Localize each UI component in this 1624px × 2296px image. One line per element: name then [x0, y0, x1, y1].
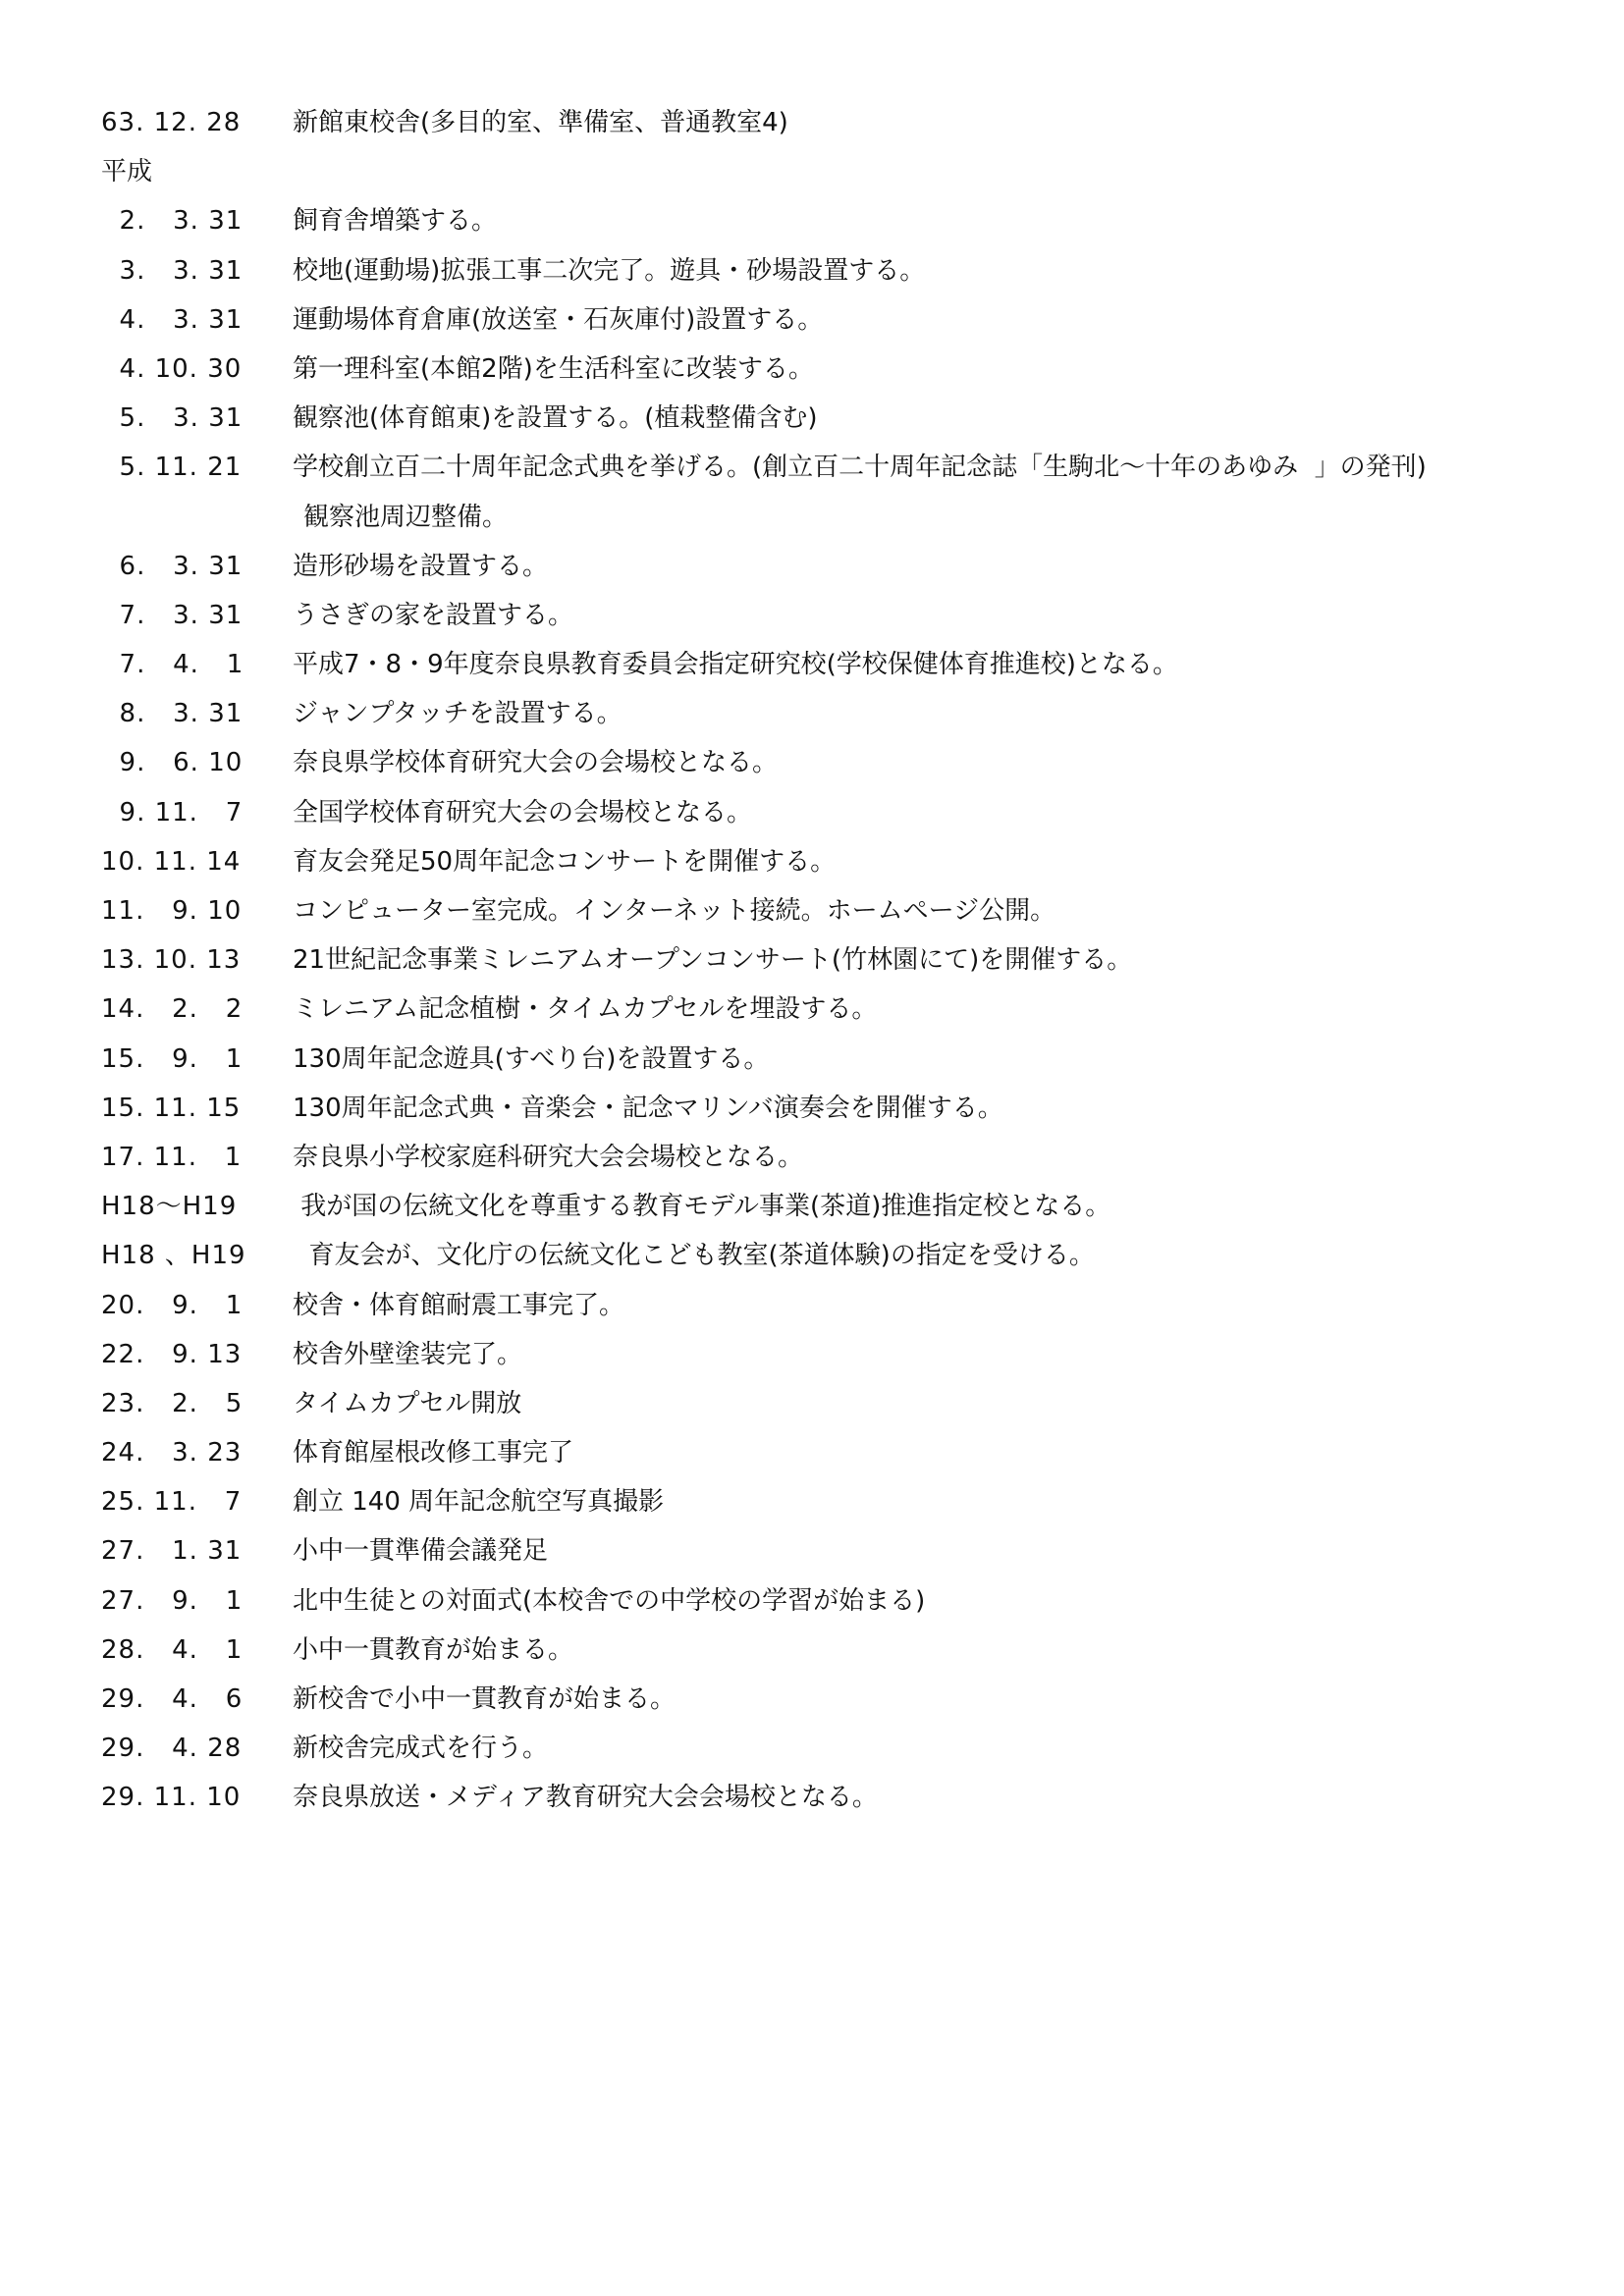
entry-text: 130周年記念式典・音楽会・記念マリンバ演奏会を開催する。	[293, 1093, 1003, 1123]
entry-date: 15. 9. 1	[101, 1043, 244, 1074]
timeline-entry-continuation	[101, 493, 1554, 542]
entry-text: 平成7・8・9年度奈良県教育委員会指定研究校(学校保健体育推進校)となる。	[293, 650, 1178, 680]
entry-date: H18 、H19	[101, 1241, 246, 1271]
entry-date: 4. 10. 30	[101, 353, 243, 384]
timeline-entry	[101, 1281, 1554, 1330]
entry-text: ジャンプタッチを設置する。	[293, 699, 623, 729]
entry-text: 我が国の伝統文化を尊重する教育モデル事業(茶道)推進指定校となる。	[293, 1192, 1111, 1222]
entry-text: 小中一貫準備会議発足	[293, 1536, 549, 1567]
entry-text: 体育館屋根改修工事完了	[293, 1438, 574, 1468]
entry-date: 14. 2. 2	[101, 994, 244, 1025]
entry-text: うさぎの家を設置する。	[293, 600, 574, 630]
timeline-entry	[101, 1626, 1554, 1675]
entry-text: 新校舎で小中一貫教育が始まる。	[293, 1684, 677, 1714]
entry-date: 15. 11. 15	[101, 1093, 242, 1123]
timeline-entry	[101, 1035, 1554, 1084]
entry-date: 25. 11. 7	[101, 1487, 243, 1518]
timeline-entry	[101, 1379, 1554, 1428]
timeline-entry	[101, 1773, 1554, 1822]
entry-date: 27. 9. 1	[101, 1585, 244, 1616]
timeline-entry	[101, 738, 1554, 787]
school-history-timeline	[101, 98, 1554, 1823]
entry-date: 3. 3. 31	[101, 255, 244, 286]
entry-text: 小中一貫教育が始まる。	[293, 1634, 574, 1665]
timeline-entry	[101, 886, 1554, 935]
timeline-entry	[101, 345, 1554, 394]
timeline-entry	[101, 985, 1554, 1034]
entry-text: 創立 140 周年記念航空写真撮影	[293, 1487, 665, 1518]
entry-date: 9. 6. 10	[101, 748, 244, 778]
entry-text: 学校創立百二十周年記念式典を挙げる。(創立百二十周年記念誌「生駒北〜十年のあゆみ 」の発刊)	[293, 453, 1427, 483]
entry-text: 運動場体育倉庫(放送室・石灰庫付)設置する。	[293, 304, 824, 335]
timeline-entry	[101, 1330, 1554, 1379]
entry-date: 23. 2. 5	[101, 1388, 244, 1418]
timeline-entry	[101, 542, 1554, 591]
entry-text: 21世紀記念事業ミレニアムオープンコンサート(竹林園にて)を開催する。	[293, 945, 1133, 976]
timeline-entry	[101, 1133, 1554, 1182]
entry-date: 11. 9. 10	[101, 896, 243, 926]
entry-text: 校舎・体育館耐震工事完了。	[293, 1290, 625, 1320]
entry-text: 造形砂場を設置する。	[293, 551, 549, 581]
timeline-entry	[101, 98, 1554, 147]
entry-text: 飼育舎増築する。	[293, 206, 498, 237]
timeline-entry	[101, 788, 1554, 837]
timeline-entry	[101, 1084, 1554, 1133]
entry-date: H18〜H19	[101, 1192, 238, 1222]
era-label: 平成	[101, 157, 153, 187]
entry-text: 観察池(体育館東)を設置する。(植栽整備含む)	[293, 403, 818, 434]
entry-date: 24. 3. 23	[101, 1438, 243, 1468]
entry-date: 13. 10. 13	[101, 945, 242, 976]
timeline-entry	[101, 394, 1554, 443]
entry-date: 10. 11. 14	[101, 846, 242, 877]
timeline-entry	[101, 1526, 1554, 1575]
entry-text: 130周年記念遊具(すべり台)を設置する。	[293, 1043, 770, 1074]
entry-text: 北中生徒との対面式(本校舎での中学校の学習が始まる)	[293, 1585, 926, 1616]
entry-text: 新校舎完成式を行う。	[293, 1734, 549, 1764]
timeline-entry	[101, 935, 1554, 985]
entry-text: 観察池周辺整備。	[303, 502, 509, 532]
entry-text: 校地(運動場)拡張工事二次完了。遊具・砂場設置する。	[293, 255, 926, 286]
timeline-entry	[101, 246, 1554, 295]
entry-date: 27. 1. 31	[101, 1536, 243, 1567]
entry-date: 22. 9. 13	[101, 1339, 243, 1369]
entry-date: 7. 3. 31	[101, 600, 244, 630]
timeline-entry	[101, 1477, 1554, 1526]
entry-date: 63. 12. 28	[101, 108, 242, 137]
timeline-entry	[101, 1182, 1554, 1231]
timeline-entry	[101, 1724, 1554, 1773]
entry-date: 17. 11. 1	[101, 1142, 243, 1172]
entry-text: 奈良県小学校家庭科研究大会会場校となる。	[293, 1142, 804, 1172]
entry-date: 28. 4. 1	[101, 1634, 244, 1665]
entry-date: 7. 4. 1	[101, 650, 244, 680]
entry-text: 校舎外壁塗装完了。	[293, 1339, 523, 1369]
timeline-entry	[101, 1231, 1554, 1280]
entry-date: 6. 3. 31	[101, 551, 244, 581]
entry-text: タイムカプセル開放	[293, 1388, 522, 1418]
entry-date: 8. 3. 31	[101, 699, 244, 729]
timeline-entry	[101, 591, 1554, 640]
entry-date: 29. 4. 28	[101, 1734, 243, 1764]
entry-date: 5. 3. 31	[101, 403, 244, 434]
entry-date: 29. 11. 10	[101, 1783, 242, 1813]
entry-text: 奈良県放送・メディア教育研究大会会場校となる。	[293, 1783, 878, 1813]
entry-date: 2. 3. 31	[101, 206, 244, 237]
entry-text: 奈良県学校体育研究大会の会場校となる。	[293, 748, 779, 778]
entry-text: コンピューター室完成。インターネット接続。ホームページ公開。	[293, 896, 1056, 926]
entry-text: 第一理科室(本館2階)を生活科室に改装する。	[293, 353, 814, 384]
timeline-entry	[101, 837, 1554, 886]
timeline-entry	[101, 1576, 1554, 1626]
timeline-entry	[101, 640, 1554, 689]
timeline-entry	[101, 689, 1554, 738]
timeline-entry	[101, 196, 1554, 245]
timeline-entry	[101, 443, 1554, 492]
entry-text: ミレニアム記念植樹・タイムカプセルを埋設する。	[293, 994, 878, 1025]
entry-text: 全国学校体育研究大会の会場校となる。	[293, 797, 753, 828]
entry-date: 20. 9. 1	[101, 1290, 244, 1320]
entry-text: 育友会が、文化庁の伝統文化こども教室(茶道体験)の指定を受ける。	[293, 1241, 1095, 1271]
entry-text: 育友会発足50周年記念コンサートを開催する。	[293, 846, 837, 877]
entry-date: 29. 4. 6	[101, 1684, 244, 1714]
timeline-entry	[101, 295, 1554, 345]
entry-date: 4. 3. 31	[101, 304, 244, 335]
entry-text: 新館東校舎(多目的室、準備室、普通教室4)	[293, 108, 788, 137]
timeline-entry	[101, 1428, 1554, 1477]
entry-date: 5. 11. 21	[101, 453, 243, 483]
timeline-entry	[101, 1675, 1554, 1724]
entry-date: 9. 11. 7	[101, 797, 244, 828]
